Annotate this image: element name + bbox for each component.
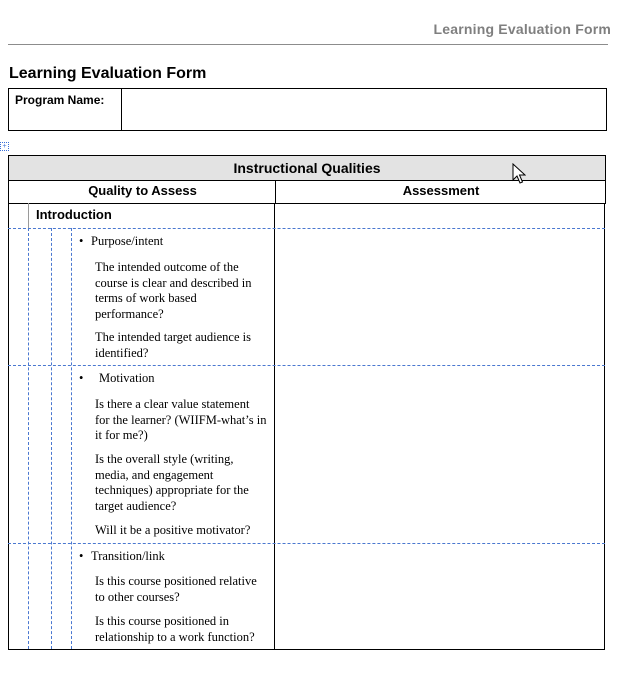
- question-text: Is there a clear value statement for the learner? (WIIFM-what’s in it for me?): [95, 397, 267, 442]
- bullet-item: • Transition/link: [79, 549, 165, 563]
- question-text: The intended target audience is identified?: [95, 330, 251, 360]
- program-name-table: [8, 88, 607, 131]
- bullet-item: • Purpose/intent: [79, 234, 164, 248]
- introduction-row: [8, 203, 605, 228]
- column-header-assessment: Assessment: [402, 183, 480, 198]
- document-title: Learning Evaluation Form: [9, 65, 207, 82]
- bullet-label: Purpose/intent: [91, 234, 164, 248]
- program-name-field[interactable]: [123, 89, 606, 130]
- program-name-label: Program Name:: [15, 93, 105, 107]
- table-move-handle-icon[interactable]: +: [0, 142, 9, 151]
- question-text: Is this course positioned relative to other courses?: [95, 574, 257, 604]
- assessment-cell-motivation[interactable]: [276, 366, 603, 542]
- question-text: Is this course positioned in relationship to a work function?: [95, 614, 255, 644]
- bullet-label: Transition/link: [91, 549, 165, 563]
- assessment-cell-transition[interactable]: [276, 544, 603, 648]
- column-header-quality: Quality to Assess: [88, 183, 197, 198]
- program-name-divider: [121, 89, 122, 130]
- bullet-item: • Motivation: [79, 371, 155, 385]
- question-text: The intended outcome of the course is clear and described in terms of work based performance?: [95, 260, 252, 321]
- running-header-title: Learning Evaluation Form: [433, 21, 611, 37]
- header-rule: [8, 44, 608, 45]
- mouse-pointer-icon: [512, 163, 526, 185]
- introduction-label: Introduction: [36, 207, 112, 222]
- assessment-cell-purpose[interactable]: [276, 229, 603, 364]
- table-title: Instructional Qualities: [233, 160, 381, 176]
- question-text: Will it be a positive motivator?: [95, 523, 251, 537]
- question-text: Is the overall style (writing, media, and engagement techniques) appropriate for the target audience?: [95, 452, 249, 513]
- instructional-qualities-table: [8, 155, 606, 650]
- bullet-label: Motivation: [99, 371, 155, 385]
